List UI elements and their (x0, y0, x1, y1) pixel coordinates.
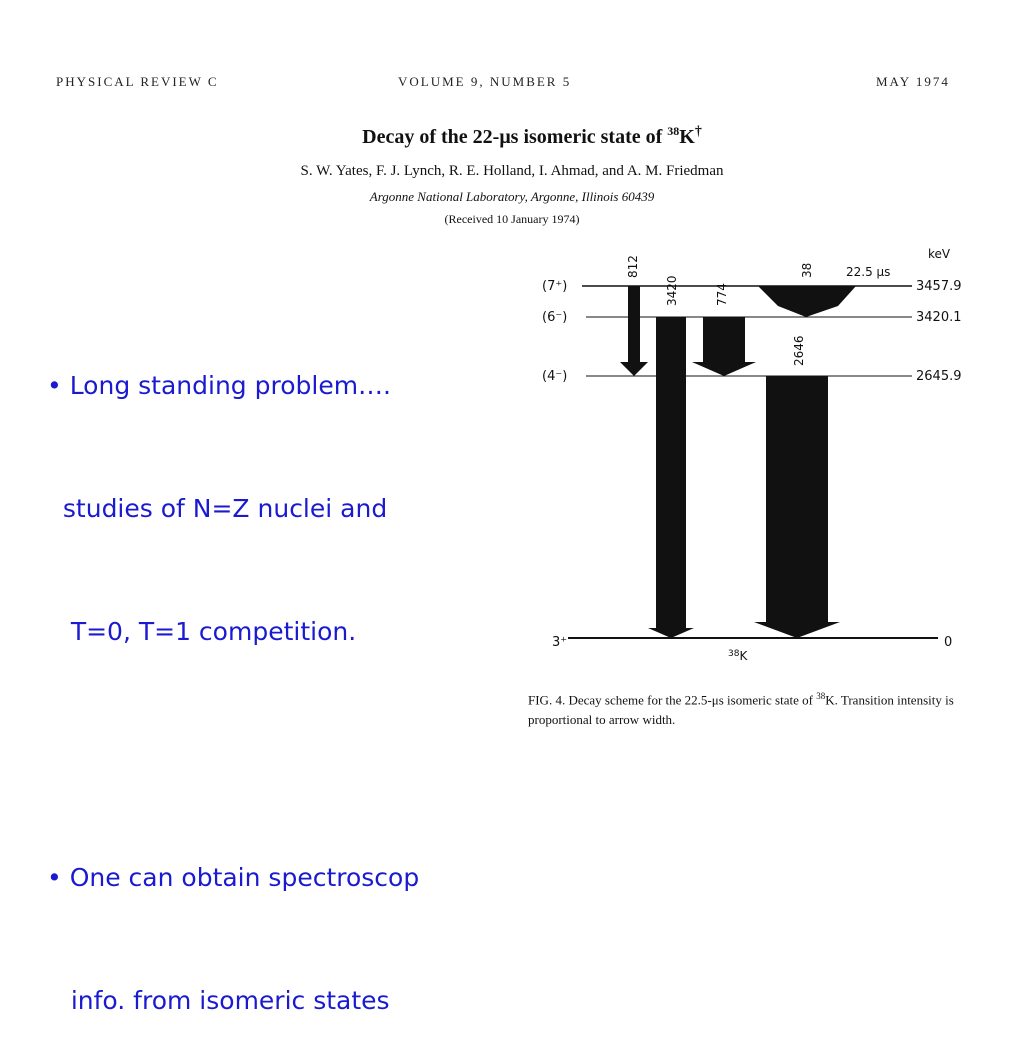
figure-caption (528, 686, 968, 730)
spin-label-ground: 3⁺ (552, 635, 568, 650)
transition-label-3420: 3420 (665, 275, 679, 306)
transition-arrow-774 (692, 317, 756, 376)
transition-label-2646: 2646 (792, 335, 806, 366)
energy-label-3457: 3457.9 (916, 279, 962, 294)
spin-label-4minus: (4⁻) (542, 369, 568, 384)
bullet-line: • Long standing problem…. (47, 371, 391, 400)
unit-label: keV (928, 247, 951, 261)
publication-date: MAY 1974 (876, 74, 950, 89)
energy-label-ground: 0 (944, 635, 953, 650)
affiliation: Argonne National Laboratory, Argonne, Illinois 60439 (369, 189, 655, 204)
transition-label-38: 38 (800, 262, 814, 278)
energy-label-2645: 2645.9 (916, 369, 962, 384)
nucleus-label (728, 649, 748, 663)
caption-text: Decay scheme for the 22.5-μs isomeric state of (568, 692, 813, 708)
energy-label-3420: 3420.1 (916, 310, 962, 325)
caption-mass: 38 (816, 691, 826, 701)
received-date: (Received 10 January 1974) (444, 212, 580, 226)
bullet-line: T=0, T=1 competition. (47, 617, 357, 646)
volume-number: VOLUME 9, NUMBER 5 (398, 74, 572, 89)
spin-label-6minus: (6⁻) (542, 310, 568, 325)
caption-text-2: Transition intensity is proportional to arrow width. (528, 692, 954, 728)
nucleus-mass: 38 (728, 649, 740, 659)
transition-label-812: 812 (626, 255, 640, 278)
bullet-line: info. from isomeric states (47, 986, 390, 1015)
transition-arrow-812 (620, 286, 648, 376)
spin-label-7plus: (7⁺) (542, 279, 568, 294)
title-dagger: † (694, 124, 702, 139)
authors: S. W. Yates, F. J. Lynch, R. E. Holland, I. Ahmad, and A. M. Friedman (300, 163, 724, 179)
transition-arrow-38 (758, 286, 856, 317)
title-prefix: Decay of the (362, 125, 468, 148)
bullet-line: studies of N=Z nuclei and (47, 494, 388, 523)
transition-label-774: 774 (715, 283, 729, 306)
journal-name: PHYSICAL REVIEW C (56, 74, 219, 89)
transition-arrow-2646 (754, 376, 840, 638)
caption-element: K. (825, 692, 838, 708)
nucleus-element: K (739, 649, 748, 663)
caption-lead: FIG. 4. (528, 692, 566, 708)
title-main: 22-μs isomeric state of (472, 125, 663, 148)
half-life-label: 22.5 μs (846, 265, 891, 279)
title-element: K (679, 125, 695, 148)
transition-arrow-3420 (648, 317, 694, 638)
title-mass-number: 38 (667, 124, 680, 138)
bullet-line: • One can obtain spectroscop (47, 863, 420, 892)
